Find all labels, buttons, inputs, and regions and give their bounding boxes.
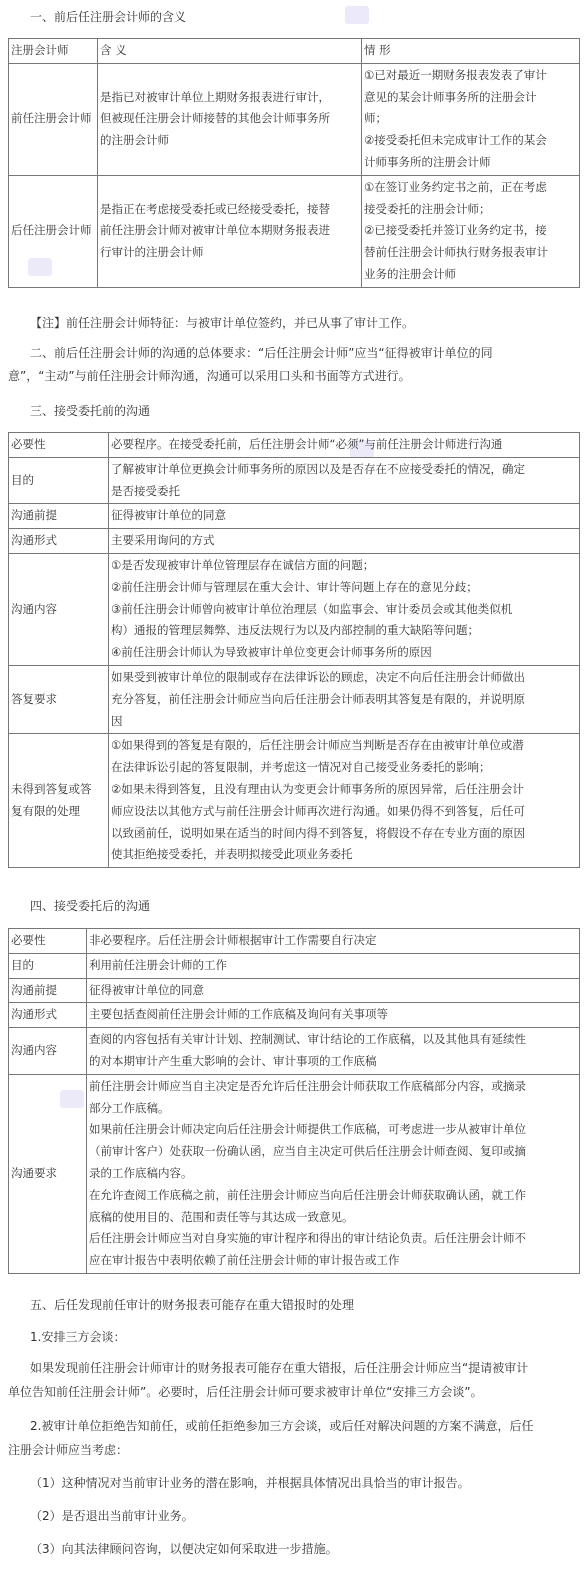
post-engagement-table	[8, 928, 580, 1274]
content-line: 主要包括查阅前任注册会计师的工作底稿及询问有关事项等	[89, 1007, 388, 1022]
content-line: 利用前任注册会计师的工作	[89, 957, 227, 972]
label-line: 复有限的处理	[11, 803, 80, 818]
content-line: 了解被审计单位更换会计师事务所的原因以及是否存在不应接受委托的情况，确定	[111, 461, 525, 476]
label-line: 目的	[11, 957, 34, 972]
row-label	[9, 457, 109, 504]
table-row	[9, 1003, 580, 1028]
content-line: 充分答复，前任注册会计师应当向后任注册会计师表明其答复是有限的，并说明原	[111, 691, 525, 706]
content-line: 前任注册会计师应当自主决定是否允许后任注册会计师获取工作底稿部分内容，或摘录	[89, 1078, 526, 1093]
section-4-heading: 四、接受委托后的沟通	[30, 899, 151, 913]
content-line: 必要程序。在接受委托前，后任注册会计师“必须”与前任注册会计师进行沟通	[111, 437, 503, 451]
row-label	[9, 953, 87, 978]
table-row	[9, 929, 580, 954]
content-line: 主要采用询问的方式	[111, 533, 215, 548]
cell-line: 计师事务所的注册会计师	[364, 154, 491, 169]
content-line: ②如果未得到答复，且没有理由认为变更会计师事务所的原因异常，后任注册会计	[111, 781, 524, 796]
row-content	[109, 529, 580, 554]
section-2-paragraph	[8, 342, 580, 388]
row-content	[87, 929, 580, 954]
content-line: ①如果得到的答复是有限的，后任注册会计师应当判断是否存在由被审计单位或潜	[111, 738, 524, 753]
content-line: 使其拒绝接受委托，并表明拟接受此项业务委托	[111, 847, 353, 862]
label-line: 沟通内容	[11, 1043, 57, 1058]
content-line: 非必要程序。后任注册会计师根据审计工作需要自行决定	[89, 933, 377, 947]
cell-line: 前任注册会计师对被审计单位本期财务报表进	[100, 223, 330, 238]
content-line: 底稿的使用目的、范围和责任等与其达成一致意见。	[89, 1209, 354, 1224]
row-content	[109, 504, 580, 529]
label-line: 沟通形式	[11, 533, 57, 548]
content-line: 征得被审计单位的同意	[111, 508, 226, 523]
content-line: 的对本期审计产生重大影响的会计、审计事项的工作底稿	[89, 1053, 377, 1068]
table-header-row	[9, 39, 580, 64]
cell-line: 意见的某会计师事务所的注册会计	[364, 89, 537, 104]
consideration-item: （1）这种情况对当前审计业务的潜在影响，并根据具体情况出具恰当的审计报告。	[30, 1476, 470, 1490]
table-row	[9, 175, 580, 287]
meaning-cell	[98, 63, 362, 175]
row-label	[9, 734, 109, 868]
cell-line: ①已对最近一期财务报表发表了审计	[364, 67, 547, 82]
section-3-heading: 三、接受委托前的沟通	[30, 404, 151, 418]
content-line: 因	[111, 713, 123, 728]
label-line: 沟通要求	[11, 1165, 57, 1180]
content-line: 在允许查阅工作底稿之前，前任注册会计师应当向后任注册会计师获取确认函，就工作	[89, 1187, 526, 1202]
pre-engagement-table	[8, 432, 580, 868]
paragraph-line: 2.被审计单位拒绝告知前任，或前任拒绝参加三方会谈，或后任对解决问题的方案不满意，后任	[30, 1419, 534, 1433]
table-row	[9, 978, 580, 1003]
paragraph-line: 注册会计师应当考虑：	[8, 1443, 129, 1457]
header-cell: 含 义	[98, 39, 362, 64]
header-cell: 情 形	[362, 39, 580, 64]
content-line: ④前任注册会计师认为导致被审计单位变更会计师事务所的原因	[111, 645, 432, 660]
row-label: 后任注册会计师	[9, 175, 98, 287]
row-content	[87, 953, 580, 978]
cell-line: ②接受委托但未完成审计工作的某会	[364, 133, 547, 148]
section-1-heading: 一、前后任注册会计师的含义	[30, 10, 187, 24]
content-line: （前审计客户）处获取一份确认函，应当自主决定可供后任注册会计师查阅、复印或摘	[89, 1144, 526, 1159]
row-content	[109, 665, 580, 733]
step-1-paragraph	[8, 1356, 580, 1404]
row-content	[87, 1003, 580, 1028]
table-row	[9, 553, 580, 665]
step-1-title: 1.安排三方会谈：	[30, 1330, 126, 1344]
row-label	[9, 433, 109, 458]
cell-line: 接受委托的注册会计师；	[364, 201, 491, 216]
cell-line: ②已接受委托并签订业务约定书，接	[364, 223, 547, 238]
table-row	[9, 1074, 580, 1273]
content-line: 师应设法以其他方式与前任注册会计师再次进行沟通。如果仍得不到答复，后任可	[111, 803, 525, 818]
paragraph-line: 单位告知前任注册会计师”。必要时，后任注册会计师可要求被审计单位“安排三方会谈”。	[8, 1385, 483, 1399]
content-line: 在法律诉讼引起的答复限制，并考虑这一情况对自己接受业务委托的影响；	[111, 760, 491, 775]
row-label	[9, 1074, 87, 1273]
cell-line: 业务的注册会计师	[364, 266, 456, 281]
content-line: ③前任注册会计师曾向被审计单位治理层（如监事会、审计委员会或其他类似机	[111, 601, 513, 616]
row-content	[87, 978, 580, 1003]
table-row	[9, 665, 580, 733]
table-row	[9, 1028, 580, 1075]
content-line: ②前任注册会计师与管理层在重大会计、审计等问题上存在的意见分歧；	[111, 579, 478, 594]
content-line: ①是否发现被审计单位管理层存在诚信方面的问题；	[111, 557, 375, 572]
row-content	[109, 433, 580, 458]
label-line: 沟通内容	[11, 601, 57, 616]
cell-line: 替前任注册会计师执行财务报表审计	[364, 245, 548, 260]
content-line: 以致函前任，说明如果在适当的时间内得不到答复，将假设不存在专业方面的原因	[111, 825, 525, 840]
content-line: 应在审计报告中表明依赖了前任注册会计师的审计报告或工作	[89, 1253, 400, 1268]
cell-line: 师；	[364, 111, 387, 126]
row-content	[109, 457, 580, 504]
step-2-paragraph	[8, 1414, 580, 1462]
table-row	[9, 457, 580, 504]
content-line: 征得被审计单位的同意	[89, 982, 204, 997]
definition-table	[8, 38, 580, 288]
label-line: 必要性	[11, 933, 46, 947]
paragraph-line: 二、前后任注册会计师的沟通的总体要求：“后任注册会计师”应当“征得被审计单位的同	[30, 346, 493, 360]
row-label: 前任注册会计师	[9, 63, 98, 175]
content-line: 构）通报的管理层舞弊、违反法规行为以及内部控制的重大缺陷等问题；	[111, 623, 479, 638]
row-label	[9, 529, 109, 554]
content-line: 如果前任注册会计师决定向后任注册会计师提供工作底稿，可考虑进一步从被审计单位	[89, 1122, 526, 1137]
row-label	[9, 665, 109, 733]
content-line: 录的工作底稿内容。	[89, 1165, 193, 1180]
label-line: 目的	[11, 472, 34, 487]
cell-line: ①在签订业务约定书之前，正在考虑	[364, 179, 547, 194]
row-label	[9, 504, 109, 529]
paragraph-line: 如果发现前任注册会计师审计的财务报表可能存在重大错报，后任注册会计师应当“提请被审计	[30, 1361, 529, 1375]
row-content	[109, 553, 580, 665]
content-line: 后任注册会计师应当对自身实施的审计程序和得出的审计结论负责。后任注册会计师不	[89, 1231, 526, 1246]
label-line: 未得到答复或答	[11, 781, 92, 796]
content-line: 部分工作底稿。	[89, 1100, 170, 1115]
label-line: 答复要求	[11, 691, 57, 706]
row-content	[109, 734, 580, 868]
paragraph-line: 意”，“主动”与前任注册会计师沟通，沟通可以采用口头和书面等方式进行。	[8, 369, 411, 383]
table-row	[9, 504, 580, 529]
table-row	[9, 63, 580, 175]
cell-line: 是指已对被审计单位上期财务报表进行审计，	[100, 89, 330, 104]
cases-cell	[362, 175, 580, 287]
row-label	[9, 553, 109, 665]
row-content	[87, 1028, 580, 1075]
label-line: 沟通前提	[11, 508, 57, 523]
consideration-item: （3）向其法律顾问咨询，以便决定如何采取进一步措施。	[30, 1542, 338, 1556]
table-row	[9, 433, 580, 458]
watermark	[345, 6, 369, 24]
meaning-cell	[98, 175, 362, 287]
content-line: 是否接受委托	[111, 483, 180, 498]
row-label	[9, 978, 87, 1003]
table-row	[9, 734, 580, 868]
label-line: 沟通形式	[11, 1007, 57, 1022]
cell-line: 行审计的注册会计师	[100, 245, 204, 260]
content-line: 查阅的内容包括有关审计计划、控制测试、审计结论的工作底稿，以及其他具有延续性	[89, 1032, 526, 1047]
cell-line: 的注册会计师	[100, 133, 169, 148]
note-text: 【注】前任注册会计师特征：与被审计单位签约，并已从事了审计工作。	[30, 316, 415, 330]
table-row	[9, 953, 580, 978]
cases-cell	[362, 63, 580, 175]
cell-line: 是指正在考虑接受委托或已经接受委托，接替	[100, 201, 330, 216]
row-label	[9, 929, 87, 954]
cell-line: 但被现任注册会计师接替的其他会计师事务所	[100, 111, 330, 126]
label-line: 必要性	[11, 437, 46, 451]
content-line: 如果受到被审计单位的限制或存在法律诉讼的顾虑，决定不向后任注册会计师做出	[111, 669, 525, 684]
label-line: 沟通前提	[11, 982, 57, 997]
section-5-heading: 五、后任发现前任审计的财务报表可能存在重大错报时的处理	[30, 1298, 355, 1312]
row-label	[9, 1028, 87, 1075]
table-row	[9, 529, 580, 554]
consideration-item: （2）是否退出当前审计业务。	[30, 1509, 194, 1523]
header-cell: 注册会计师	[9, 39, 98, 64]
row-content	[87, 1074, 580, 1273]
row-label	[9, 1003, 87, 1028]
